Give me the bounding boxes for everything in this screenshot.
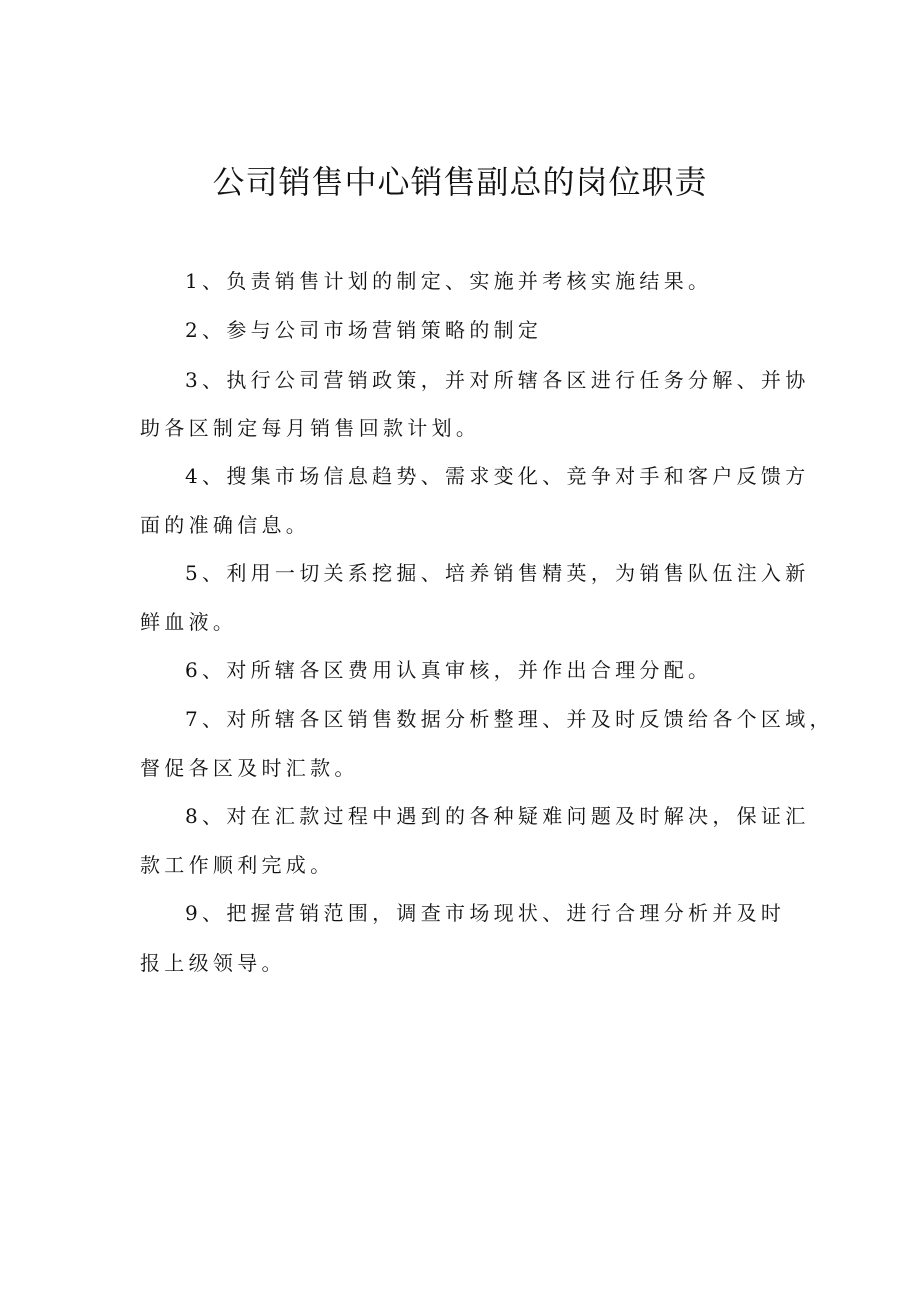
duty-item-5-line-1: 5、利用一切关系挖掘、培养销售精英，为销售队伍注入新 — [185, 561, 810, 585]
duty-item-4-line-2: 面的准确信息。 — [140, 513, 311, 537]
duty-item-5-line-2: 鲜血液。 — [140, 610, 238, 634]
duty-item-3-line-1: 3、执行公司营销政策，并对所辖各区进行任务分解、并协 — [185, 368, 810, 392]
duty-item-2-line-1: 2、参与公司市场营销策略的制定 — [185, 318, 543, 342]
duty-item-9-line-2: 报上级领导。 — [140, 951, 286, 975]
duty-item-8-line-2: 款工作顺利完成。 — [140, 853, 335, 877]
duty-item-3-line-2: 助各区制定每月销售回款计划。 — [140, 416, 481, 440]
duty-item-6-line-1: 6、对所辖各区费用认真审核，并作出合理分配。 — [185, 658, 713, 682]
duty-item-4-line-1: 4、搜集市场信息趋势、需求变化、竞争对手和客户反馈方 — [185, 464, 810, 488]
duty-item-9-line-1: 9、把握营销范围，调查市场现状、进行合理分析并及时 — [185, 901, 786, 925]
duty-item-7-line-1: 7、对所辖各区销售数据分析整理、并及时反馈给各个区域， — [185, 707, 834, 731]
document-title: 公司销售中心销售副总的岗位职责 — [212, 163, 708, 201]
duty-item-1-line-1: 1、负责销售计划的制定、实施并考核实施结果。 — [185, 269, 713, 293]
duty-item-8-line-1: 8、对在汇款过程中遇到的各种疑难问题及时解决，保证汇 — [185, 804, 810, 828]
duty-item-7-line-2: 督促各区及时汇款。 — [140, 756, 359, 780]
